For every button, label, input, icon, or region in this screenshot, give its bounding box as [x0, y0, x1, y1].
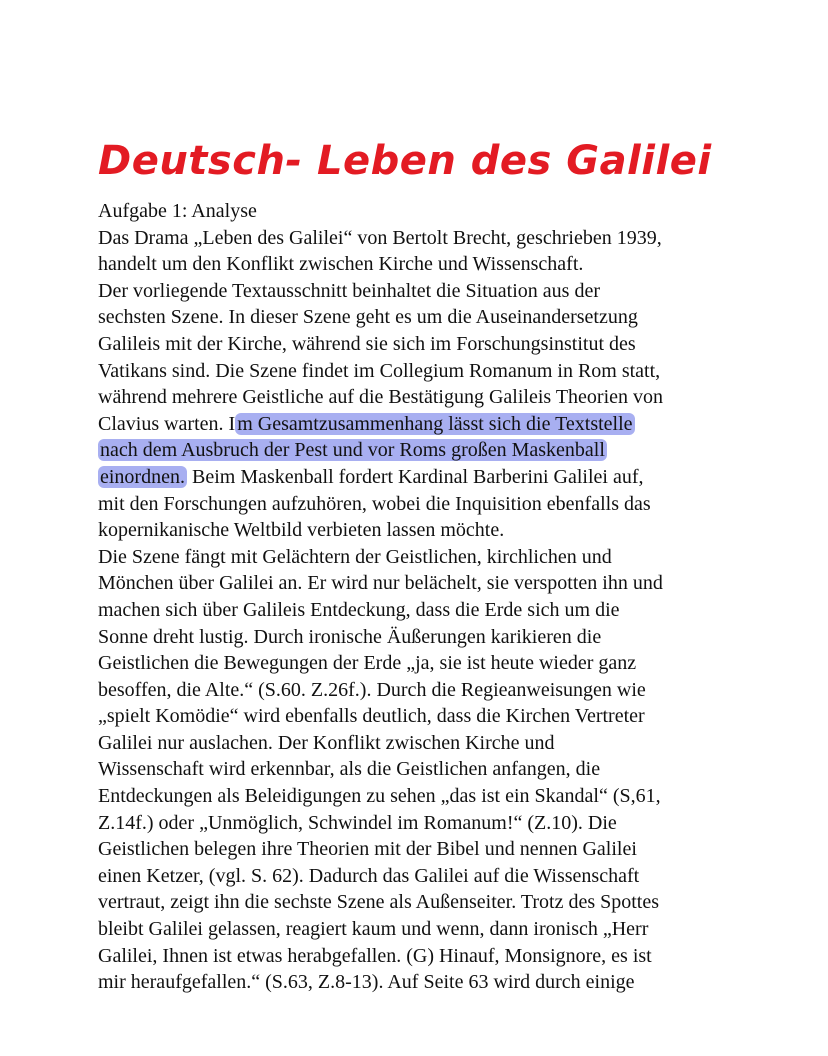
text-segment: Clavius warten. I	[98, 412, 236, 435]
text-line: Entdeckungen als Beleidigungen zu sehen „das ist ein Skandal“ (S,61,	[98, 785, 661, 808]
text-line: einen Ketzer, (vgl. S. 62). Dadurch das Galilei auf die Wissenschaft	[98, 864, 640, 887]
text-line: „spielt Komödie“ wird ebenfalls deutlich, dass die Kirchen Vertreter	[98, 705, 645, 728]
text-segment: Beim Maskenball fordert Kardinal Barberini Galilei auf,	[186, 465, 644, 488]
text-line	[98, 411, 738, 438]
text-line: Die Szene fängt mit Gelächtern der Geistlichen, kirchlichen und	[98, 545, 612, 568]
text-line: besoffen, die Alte.“ (S.60. Z.26f.). Durch die Regieanweisungen wie	[98, 678, 646, 701]
text-line: vertraut, zeigt ihn die sechste Szene als Außenseiter. Trotz des Spottes	[98, 891, 659, 914]
text-line: Galileis mit der Kirche, während sie sich im Forschungsinstitut des	[98, 332, 636, 355]
text-line: Vatikans sind. Die Szene findet im Collegium Romanum in Rom statt,	[98, 359, 661, 382]
text-line: Wissenschaft wird erkennbar, als die Geistlichen anfangen, die	[98, 758, 601, 781]
text-line: mir heraufgefallen.“ (S.63, Z.8-13). Auf Seite 63 wird durch einige	[98, 971, 635, 994]
text-line: machen sich über Galileis Entdeckung, dass die Erde sich um die	[98, 598, 620, 621]
text-line: bleibt Galilei gelassen, reagiert kaum und wenn, dann ironisch „Herr	[98, 918, 649, 941]
text-line: mit den Forschungen aufzuhören, wobei die Inquisition ebenfalls das	[98, 492, 651, 515]
highlighted-text: einordnen.	[100, 465, 185, 488]
text-line	[98, 464, 738, 491]
text-line: Galilei nur auslachen. Der Konflikt zwischen Kirche und	[98, 731, 555, 754]
highlighted-text: nach dem Ausbruch der Pest und vor Roms großen Maskenball	[100, 439, 605, 462]
text-line: sechsten Szene. In dieser Szene geht es um die Auseinandersetzung	[98, 306, 638, 329]
text-line: kopernikanische Weltbild verbieten lassen möchte.	[98, 519, 505, 542]
text-line: Aufgabe 1: Analyse	[98, 200, 257, 222]
text-line: Mönchen über Galilei an. Er wird nur belächelt, sie verspotten ihn und	[98, 572, 663, 595]
text-line	[98, 437, 738, 464]
text-line: Der vorliegende Textausschnitt beinhaltet die Situation aus der	[98, 279, 600, 302]
text-line: Das Drama „Leben des Galilei“ von Bertolt Brecht, geschrieben 1939,	[98, 226, 662, 249]
text-line: Geistlichen belegen ihre Theorien mit der Bibel und nennen Galilei	[98, 838, 637, 861]
text-line: Sonne dreht lustig. Durch ironische Äußerungen karikieren die	[98, 625, 602, 648]
highlighted-text: m Gesamtzusammenhang lässt sich die Textstelle	[237, 412, 633, 435]
text-line: Galilei, Ihnen ist etwas herabgefallen. (G) Hinauf, Monsignore, es ist	[98, 944, 652, 967]
text-line: Geistlichen die Bewegungen der Erde „ja, sie ist heute wieder ganz	[98, 652, 637, 675]
text-line: während mehrere Geistliche auf die Bestätigung Galileis Theorien von	[98, 386, 663, 409]
document-title: Deutsch- Leben des Galilei	[98, 138, 712, 184]
text-line: Z.14f.) oder „Unmöglich, Schwindel im Romanum!“ (Z.10). Die	[98, 811, 617, 834]
document-body	[98, 198, 738, 996]
text-line: handelt um den Konflikt zwischen Kirche und Wissenschaft.	[98, 253, 584, 276]
